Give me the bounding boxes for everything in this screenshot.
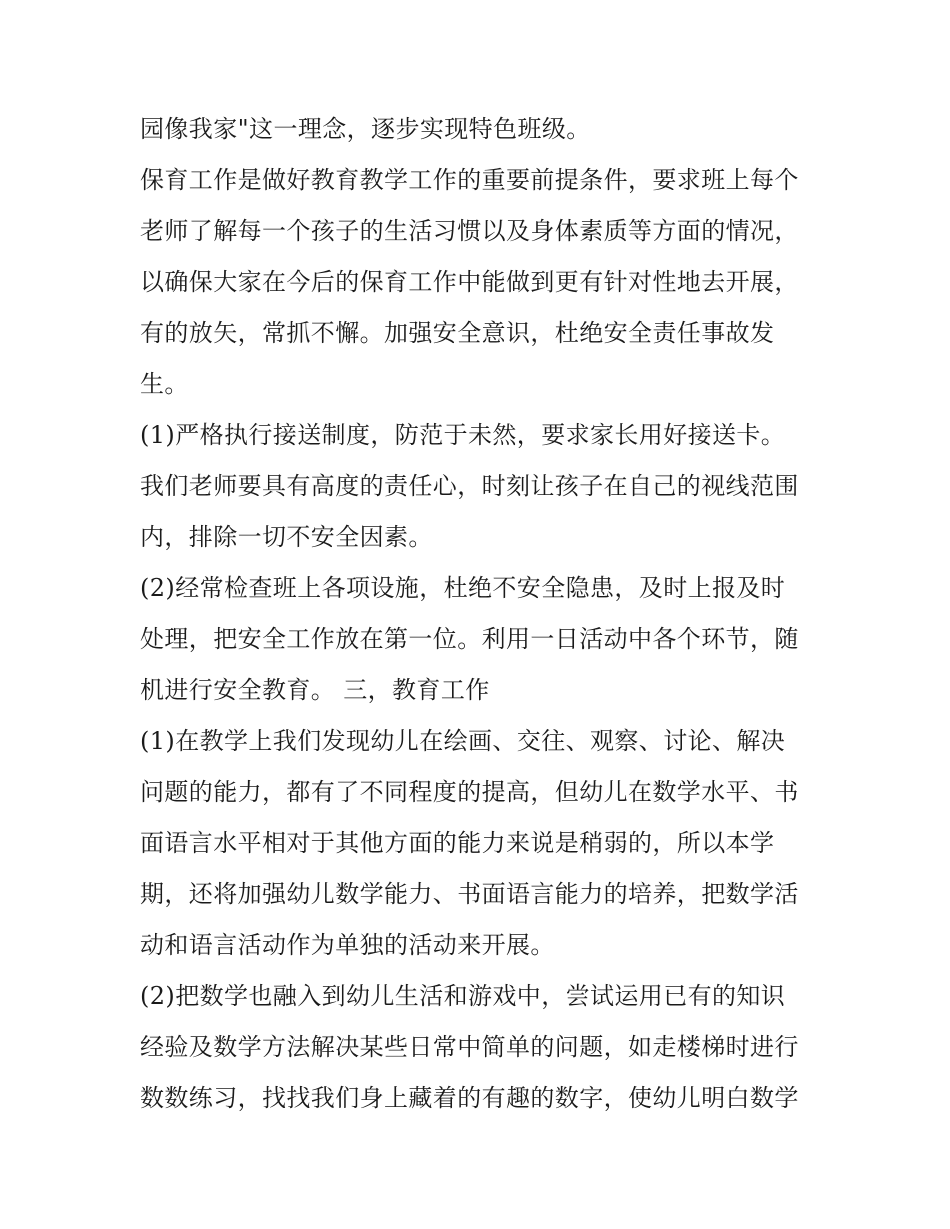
- text-line: 期，还将加强幼儿数学能力、书面语言能力的培养，把数学活: [140, 880, 799, 908]
- text-line: (2)把数学也融入到幼儿生活和游戏中，尝试运用已有的知识: [140, 982, 786, 1010]
- text-line: 机进行安全教育。 三，教育工作: [140, 676, 490, 704]
- text-line: (1)在教学上我们发现幼儿在绘画、交往、观察、讨论、解决: [140, 727, 786, 755]
- text-line: 园像我家"这一理念，逐步实现特色班级。: [140, 115, 591, 143]
- text-line: 生。: [140, 370, 189, 398]
- text-line: 以确保大家在今后的保育工作中能做到更有针对性地去开展，: [140, 268, 799, 296]
- text-line: 我们老师要具有高度的责任心，时刻让孩子在自己的视线范围: [140, 472, 799, 500]
- text-line: 保育工作是做好教育教学工作的重要前提条件，要求班上每个: [140, 166, 799, 194]
- text-line: 处理，把安全工作放在第一位。利用一日活动中各个环节，随: [140, 625, 799, 653]
- text-line: 老师了解每一个孩子的生活习惯以及身体素质等方面的情况，: [140, 217, 799, 245]
- text-line: 内，排除一切不安全因素。: [140, 523, 433, 551]
- text-line: 数数练习，找找我们身上藏着的有趣的数字，使幼儿明白数学: [140, 1084, 799, 1112]
- text-line: 问题的能力，都有了不同程度的提高，但幼儿在数学水平、书: [140, 778, 799, 806]
- text-line: (2)经常检查班上各项设施，杜绝不安全隐患，及时上报及时: [140, 574, 786, 602]
- document-body: [140, 104, 820, 1124]
- text-line: 动和语言活动作为单独的活动来开展。: [140, 931, 555, 959]
- text-line: 有的放矢，常抓不懈。加强安全意识，杜绝安全责任事故发: [140, 319, 775, 347]
- text-line: (1)严格执行接送制度，防范于未然，要求家长用好接送卡。: [140, 421, 786, 449]
- text-line: 面语言水平相对于其他方面的能力来说是稍弱的，所以本学: [140, 829, 775, 857]
- text-line: 经验及数学方法解决某些日常中简单的问题，如走楼梯时进行: [140, 1033, 799, 1061]
